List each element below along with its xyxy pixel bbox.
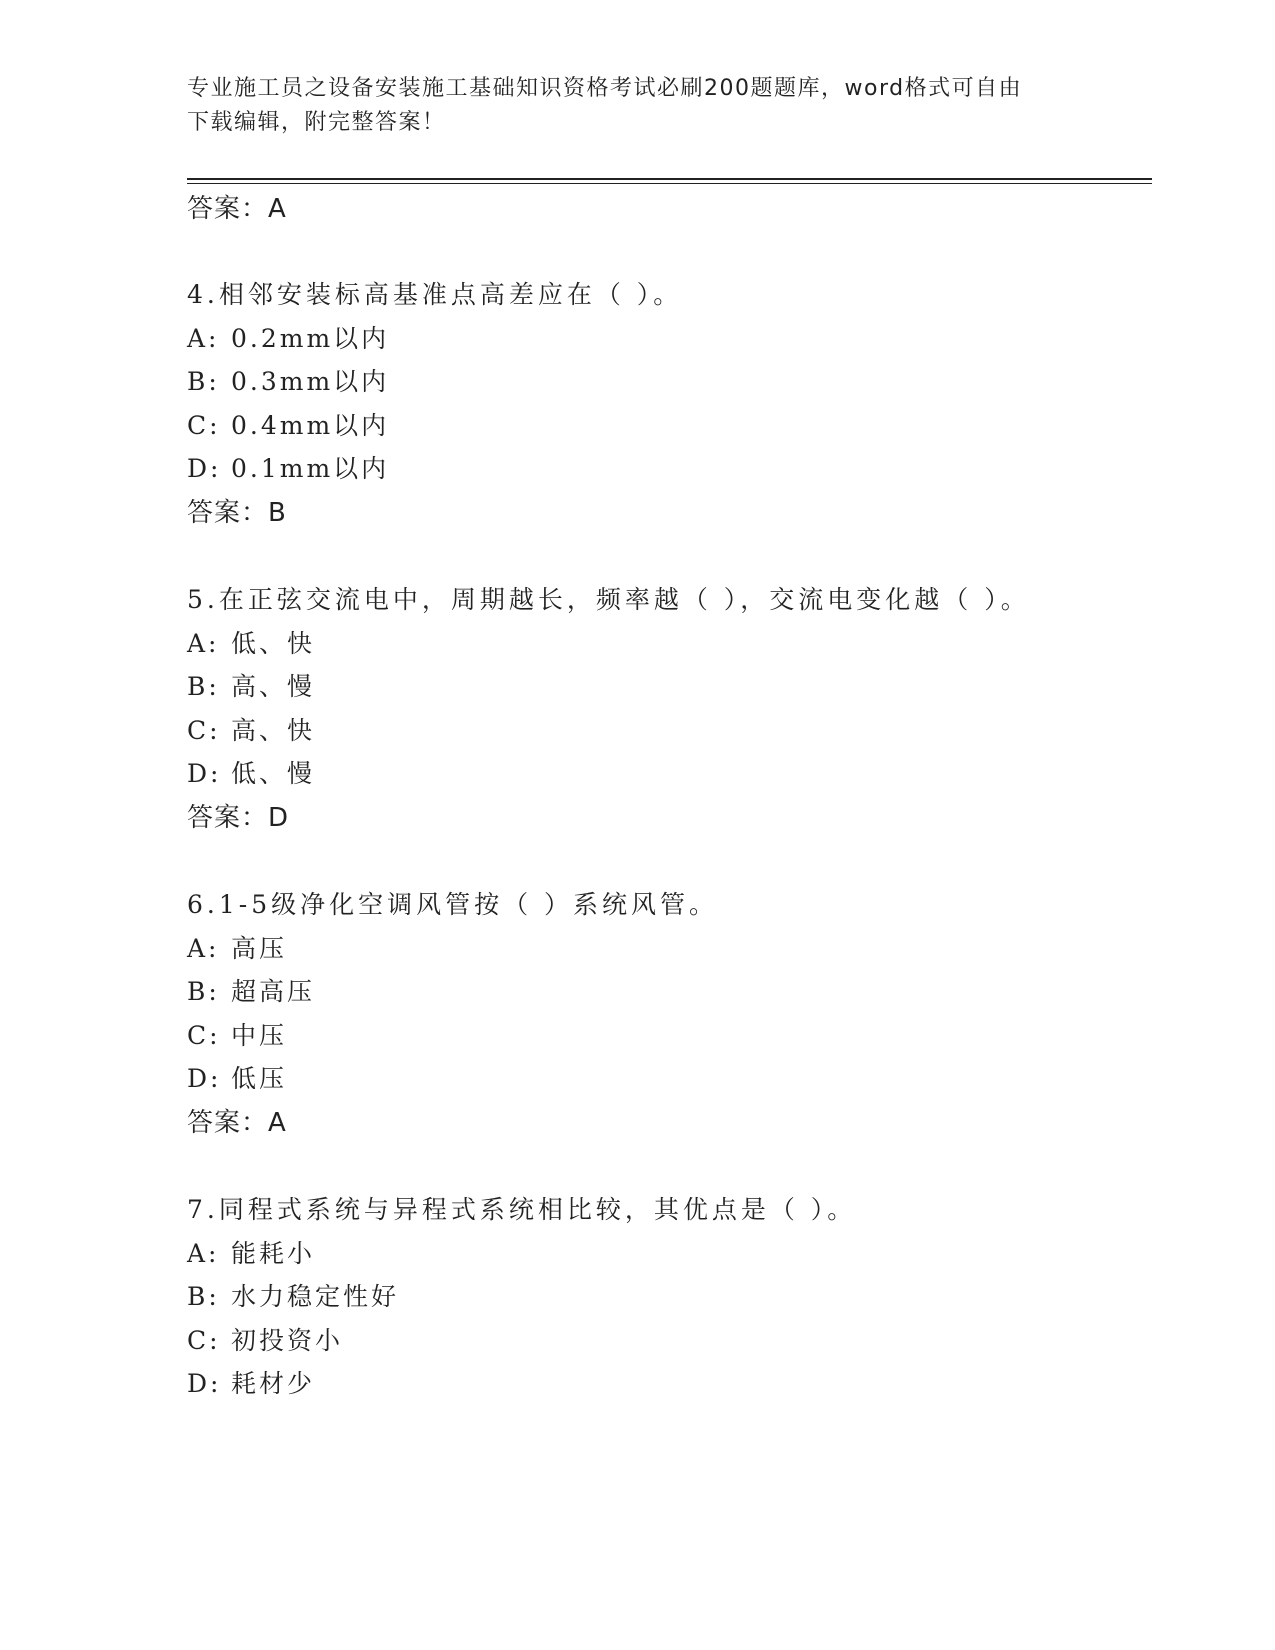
question-6-answer: 答案：A <box>187 1108 287 1138</box>
question-7-option-a <box>187 1239 1187 1269</box>
option-letter: A: <box>187 934 220 963</box>
question-4-option-c <box>187 411 1187 441</box>
option-letter: A: <box>187 1239 220 1268</box>
header-divider-thin <box>187 183 1152 184</box>
question-5-stem: 5.在正弦交流电中，周期越长，频率越（ ），交流电变化越（ ）。 <box>187 585 1030 614</box>
option-text: 初投资小 <box>231 1326 344 1355</box>
question-4-stem: 4.相邻安装标高基准点高差应在（ ）。 <box>187 280 683 309</box>
question-5-option-a <box>187 629 1187 659</box>
option-letter: A: <box>187 324 220 353</box>
option-text: 中压 <box>231 1021 288 1050</box>
question-6-option-a <box>187 934 1187 964</box>
question-4-option-a <box>187 324 1187 354</box>
option-letter: D: <box>187 1369 222 1398</box>
option-text: 低、慢 <box>231 759 316 788</box>
option-text: 超高压 <box>231 977 316 1006</box>
question-6-stem: 6.1-5级净化空调风管按（ ）系统风管。 <box>187 890 719 919</box>
option-letter: D: <box>187 759 222 788</box>
option-text: 高压 <box>231 934 288 963</box>
question-7-option-b <box>187 1282 1187 1312</box>
header-divider-thick <box>187 178 1152 180</box>
option-text: 耗材少 <box>231 1369 316 1398</box>
question-7-option-c <box>187 1326 1187 1356</box>
header-line-2: 下载编辑，附完整答案！ <box>187 110 446 135</box>
option-text: 0.4mm以内 <box>231 411 390 440</box>
question-7-option-d <box>187 1369 1187 1399</box>
option-letter: B: <box>187 672 220 701</box>
option-letter: B: <box>187 367 220 396</box>
question-4-option-d <box>187 454 1187 484</box>
question-5-option-b <box>187 672 1187 702</box>
option-letter: C: <box>187 1326 221 1355</box>
option-letter: B: <box>187 977 220 1006</box>
option-text: 水力稳定性好 <box>231 1282 400 1311</box>
option-text: 能耗小 <box>231 1239 316 1268</box>
question-5-option-d <box>187 759 1187 789</box>
question-4-answer: 答案：B <box>187 498 287 528</box>
question-6-option-b <box>187 977 1187 1007</box>
option-letter: C: <box>187 1021 221 1050</box>
option-text: 0.2mm以内 <box>231 324 390 353</box>
option-text: 低压 <box>231 1064 288 1093</box>
header-line-1: 专业施工员之设备安装施工基础知识资格考试必刷200题题库，word格式可自由 <box>187 76 1023 101</box>
option-text: 0.1mm以内 <box>231 454 390 483</box>
option-text: 高、慢 <box>231 672 316 701</box>
option-text: 0.3mm以内 <box>231 367 390 396</box>
option-letter: C: <box>187 411 221 440</box>
question-6-option-c <box>187 1021 1187 1051</box>
question-4-option-b <box>187 367 1187 397</box>
option-letter: C: <box>187 716 221 745</box>
option-letter: A: <box>187 629 220 658</box>
document-header <box>187 72 1067 140</box>
answer-previous: 答案：A <box>187 194 287 224</box>
option-text: 低、快 <box>231 629 316 658</box>
question-5-answer: 答案：D <box>187 803 290 833</box>
option-letter: B: <box>187 1282 220 1311</box>
option-letter: D: <box>187 454 222 483</box>
question-5-option-c <box>187 716 1187 746</box>
question-6-option-d <box>187 1064 1187 1094</box>
option-text: 高、快 <box>231 716 316 745</box>
option-letter: D: <box>187 1064 222 1093</box>
question-7-stem: 7.同程式系统与异程式系统相比较，其优点是（ ）。 <box>187 1195 857 1224</box>
